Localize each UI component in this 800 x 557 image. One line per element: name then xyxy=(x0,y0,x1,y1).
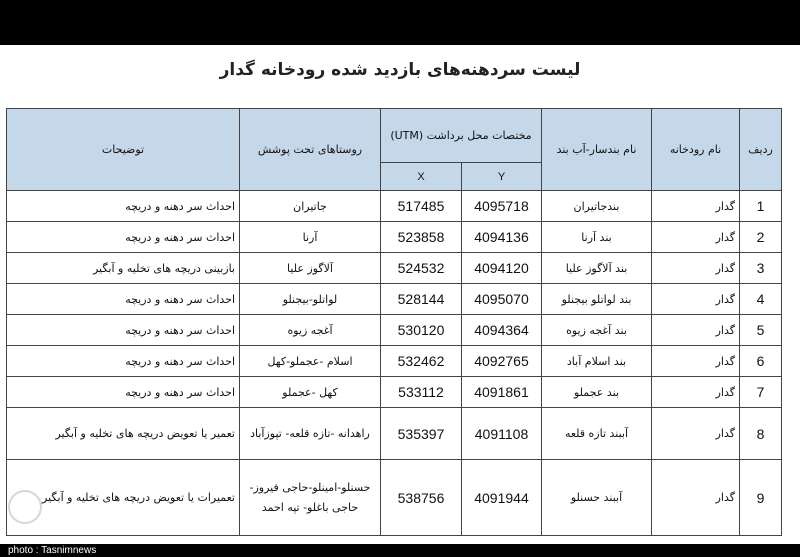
cell-y: 4091861 xyxy=(462,377,542,408)
cell-river: گدار xyxy=(652,346,740,377)
cell-row-no: 2 xyxy=(740,222,782,253)
cell-y: 4095070 xyxy=(462,284,542,315)
cell-dam: بندجاتیران xyxy=(542,191,652,222)
table-row xyxy=(7,408,782,460)
cell-dam: بند آلاگوز علیا xyxy=(542,253,652,284)
table-row xyxy=(7,315,782,346)
cell-y: 4094120 xyxy=(462,253,542,284)
cell-notes: احداث سر دهنه و دریچه xyxy=(7,315,240,346)
cell-row-no: 8 xyxy=(740,408,782,460)
header-y: Y xyxy=(462,163,542,191)
cell-x: 538756 xyxy=(381,460,462,536)
cell-x: 535397 xyxy=(381,408,462,460)
dams-table xyxy=(6,108,782,536)
cell-notes: تعمیرات یا تعویض دریچه های تخلیه و آبگیر xyxy=(7,460,240,536)
header-river-name: نام رودخانه xyxy=(652,109,740,191)
cell-y: 4091944 xyxy=(462,460,542,536)
header-x: X xyxy=(381,163,462,191)
cell-x: 528144 xyxy=(381,284,462,315)
header-villages: روستاهای تحت پوشش xyxy=(240,109,381,191)
cell-dam: بند لواتلو بیجنلو xyxy=(542,284,652,315)
cell-dam: آببند تازه قلعه xyxy=(542,408,652,460)
cell-notes: احداث سر دهنه و دریچه xyxy=(7,284,240,315)
cell-x: 517485 xyxy=(381,191,462,222)
cell-row-no: 6 xyxy=(740,346,782,377)
cell-y: 4092765 xyxy=(462,346,542,377)
cell-row-no: 9 xyxy=(740,460,782,536)
header-row-no: ردیف xyxy=(740,109,782,191)
cell-row-no: 4 xyxy=(740,284,782,315)
cell-villages: راهدانه -تازه قلعه- تپوزآباد xyxy=(240,408,381,460)
cell-notes: احداث سر دهنه و دریچه xyxy=(7,346,240,377)
cell-row-no: 5 xyxy=(740,315,782,346)
cell-river: گدار xyxy=(652,253,740,284)
table-row xyxy=(7,222,782,253)
cell-x: 523858 xyxy=(381,222,462,253)
header-utm: مختصات محل برداشت (UTM) xyxy=(381,109,542,163)
cell-dam: بند اسلام آباد xyxy=(542,346,652,377)
cell-river: گدار xyxy=(652,222,740,253)
table-row xyxy=(7,460,782,536)
cell-row-no: 1 xyxy=(740,191,782,222)
cell-villages: لواتلو-بیجنلو xyxy=(240,284,381,315)
bottom-black-bar xyxy=(0,544,800,557)
cell-y: 4094136 xyxy=(462,222,542,253)
cell-villages: حسنلو-امینلو-حاجی فیروز-حاجی باغلو- تپه احمد xyxy=(240,460,381,536)
cell-y: 4094364 xyxy=(462,315,542,346)
cell-y: 4095718 xyxy=(462,191,542,222)
cell-river: گدار xyxy=(652,460,740,536)
cell-row-no: 7 xyxy=(740,377,782,408)
cell-dam: بند آرنا xyxy=(542,222,652,253)
cell-y: 4091108 xyxy=(462,408,542,460)
cell-river: گدار xyxy=(652,408,740,460)
cell-villages: کهل -عجملو xyxy=(240,377,381,408)
cell-row-no: 3 xyxy=(740,253,782,284)
cell-dam: بند آغجه زیوه xyxy=(542,315,652,346)
cell-notes: تعمیر یا تعویض دریچه های تخلیه و آبگیر xyxy=(7,408,240,460)
cell-villages: آغجه زیوه xyxy=(240,315,381,346)
header-notes: توضیحات xyxy=(7,109,240,191)
cell-villages: آلاگوز علیا xyxy=(240,253,381,284)
watermark-logo-icon xyxy=(8,490,42,524)
cell-notes: احداث سر دهنه و دریچه xyxy=(7,222,240,253)
photo-credit: photo : Tasnimnews xyxy=(8,545,97,556)
table-row xyxy=(7,253,782,284)
cell-notes: بازبینی دریچه های تخلیه و آبگیر xyxy=(7,253,240,284)
cell-villages: آرنا xyxy=(240,222,381,253)
table-row xyxy=(7,191,782,222)
cell-dam: بند عجملو xyxy=(542,377,652,408)
header-dam-name: نام بندسار-آب بند xyxy=(542,109,652,191)
cell-notes: احداث سر دهنه و دریچه xyxy=(7,377,240,408)
cell-river: گدار xyxy=(652,191,740,222)
cell-x: 524532 xyxy=(381,253,462,284)
cell-villages: جاتیران xyxy=(240,191,381,222)
table-row xyxy=(7,284,782,315)
top-black-bar xyxy=(0,0,800,45)
cell-river: گدار xyxy=(652,315,740,346)
cell-x: 530120 xyxy=(381,315,462,346)
cell-x: 533112 xyxy=(381,377,462,408)
table-row xyxy=(7,377,782,408)
cell-river: گدار xyxy=(652,377,740,408)
cell-river: گدار xyxy=(652,284,740,315)
header-row xyxy=(7,109,782,163)
cell-notes: احداث سر دهنه و دریچه xyxy=(7,191,240,222)
table-row xyxy=(7,346,782,377)
cell-villages: اسلام -عجملو-کهل xyxy=(240,346,381,377)
cell-x: 532462 xyxy=(381,346,462,377)
cell-dam: آببند حسنلو xyxy=(542,460,652,536)
page-title: لیست سردهنه‌های بازدید شده رودخانه گدار xyxy=(219,60,581,80)
